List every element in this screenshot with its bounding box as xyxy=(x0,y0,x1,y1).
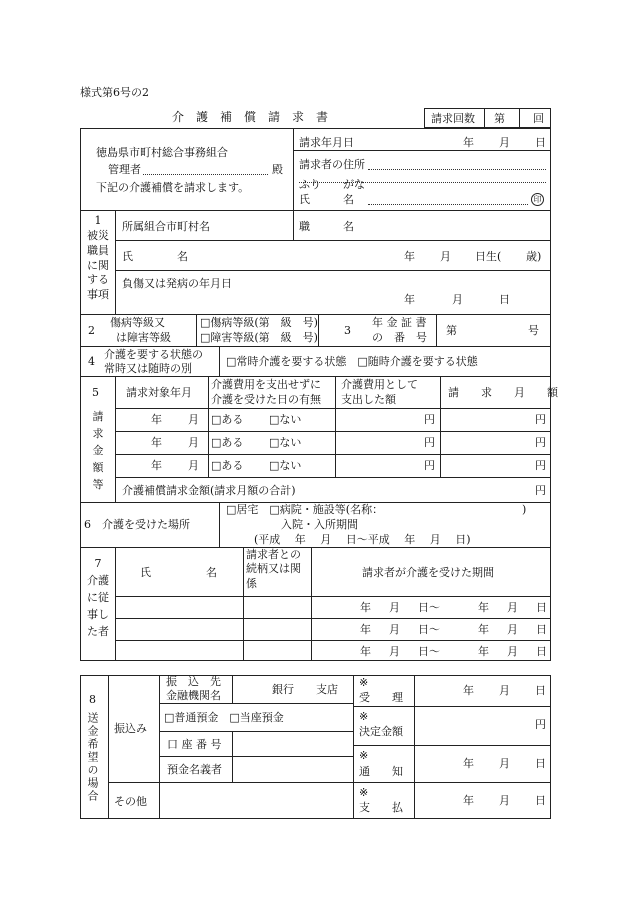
section1-label-5: 事項 xyxy=(87,288,109,302)
section5-label-1: 請 xyxy=(92,410,104,423)
row-year: 年 xyxy=(151,413,162,426)
section2-number: 2 xyxy=(88,324,95,337)
receipt-label: 受 理 xyxy=(359,691,403,704)
period-y2: 年 xyxy=(478,601,489,614)
period-d1: 日～ xyxy=(418,623,440,636)
header-expense-1: 介護費用として xyxy=(341,378,418,391)
bank-label-1: 振 込 先 xyxy=(166,675,221,688)
period-d2: 日 xyxy=(536,623,547,636)
section2-label-1: 傷病等級又 xyxy=(110,316,165,329)
period-m2: 月 xyxy=(507,645,518,658)
period-m1: 月 xyxy=(389,623,400,636)
total-label: 介護補償請求金額(請求月額の合計) xyxy=(122,484,296,497)
period-m2: 月 xyxy=(507,601,518,614)
org-field-label: 所属組合市町村名 xyxy=(122,220,210,233)
section5-label-5: 等 xyxy=(92,478,104,492)
birth-month: 月 xyxy=(440,250,451,263)
grade-option-disability[interactable]: □障害等級(第 級 号) xyxy=(200,331,318,344)
notice-year: 年 xyxy=(463,757,474,770)
request-text: 下記の介護補償を請求します。 xyxy=(96,181,250,194)
date-label: 請求年月日 xyxy=(299,136,354,149)
checkbox-yes[interactable]: □ある xyxy=(211,436,244,449)
section5-label-3: 金 xyxy=(92,444,104,458)
job-field-label: 職 名 xyxy=(299,220,354,233)
manager-label: 管理者 xyxy=(108,163,141,176)
decided-yen: 円 xyxy=(535,718,546,731)
name-label: 氏 名 xyxy=(299,193,354,206)
section7-label-2: に従 xyxy=(87,591,109,605)
care-period-header: 請求者が介護を受けた期間 xyxy=(362,566,494,579)
period-d1: 日～ xyxy=(418,601,440,614)
header-target-month: 請求対象年月 xyxy=(126,386,192,399)
place-line-2: 入院・入所期間 xyxy=(281,518,358,531)
remittance-form xyxy=(80,675,551,819)
section6-label: 6 介護を受けた場所 xyxy=(84,518,190,531)
row-month: 月 xyxy=(188,459,199,472)
checkbox-yes[interactable]: □ある xyxy=(211,413,244,426)
checkbox-yes[interactable]: □ある xyxy=(211,459,244,472)
section1-label-1: 被災 xyxy=(87,228,109,242)
section4-label-1: 介護を要する状態の xyxy=(104,348,203,361)
period-y1: 年 xyxy=(360,623,371,636)
receipt-year: 年 xyxy=(463,684,474,697)
period-d2: 日 xyxy=(536,645,547,658)
header-monthly-amount: 請 求 月 額 xyxy=(448,386,558,399)
relation-header-3: 係 xyxy=(246,576,257,590)
section7-number: 7 xyxy=(94,557,102,570)
section2-label-2: は障害等級 xyxy=(116,331,171,344)
total-yen: 円 xyxy=(535,484,546,497)
receipt-mark: ※ xyxy=(359,676,369,689)
header-no-expense-1: 介護費用を支出せずに xyxy=(211,378,321,391)
section5-number: 5 xyxy=(92,386,99,399)
section4-label-2: 常時又は随時の別 xyxy=(104,362,192,375)
payment-day: 日 xyxy=(535,794,546,807)
grade-option-injury[interactable]: □傷病等級(第 級 号) xyxy=(200,316,318,329)
period-m1: 月 xyxy=(389,645,400,658)
expense-yen: 円 xyxy=(424,436,435,449)
injury-day: 日 xyxy=(499,293,510,306)
monthly-yen: 円 xyxy=(535,413,546,426)
bank-branch: 銀行 支店 xyxy=(272,683,338,696)
relation-header-2: 続柄又は関 xyxy=(246,562,301,576)
period-y2: 年 xyxy=(478,645,489,658)
address-label: 請求者の住所 xyxy=(299,158,365,171)
period-m2: 月 xyxy=(507,623,518,636)
section8-number: 8 xyxy=(89,693,96,706)
place-line-1-close: ) xyxy=(522,503,527,516)
caregiver-name-header: 氏 名 xyxy=(140,566,217,579)
section3-number: 3 xyxy=(344,324,351,337)
birth-year: 年 xyxy=(404,250,415,263)
place-line-1[interactable]: □居宅 □病院・施設等(名称： xyxy=(226,503,384,516)
section1-number: 1 xyxy=(94,214,102,227)
furigana-label: ふり がな xyxy=(299,178,365,191)
relation-header-1: 請求者との xyxy=(246,548,301,561)
monthly-yen: 円 xyxy=(535,436,546,449)
decided-label: 決定金額 xyxy=(359,725,403,738)
org-name: 徳島県市町村総合事務組合 xyxy=(96,146,228,159)
section4-number: 4 xyxy=(88,355,95,368)
birth-day: 日生( xyxy=(475,250,502,263)
count-label: 請求回数 xyxy=(431,112,475,125)
row-year: 年 xyxy=(151,459,162,472)
account-holder-label: 預金名義者 xyxy=(167,763,222,776)
injury-label: 負傷又は発病の年月日 xyxy=(122,277,232,290)
pension-prefix: 第 xyxy=(446,324,457,337)
deposit-type-options[interactable]: □普通預金 □当座預金 xyxy=(164,711,284,724)
notice-month: 月 xyxy=(499,757,510,770)
expense-yen: 円 xyxy=(424,413,435,426)
count-suffix: 回 xyxy=(533,112,544,125)
pension-suffix: 号 xyxy=(528,324,539,337)
row-year: 年 xyxy=(151,436,162,449)
notice-mark: ※ xyxy=(359,749,369,762)
section1-label-2: 職員 xyxy=(87,243,109,257)
count-prefix: 第 xyxy=(494,112,505,125)
dono: 殿 xyxy=(272,163,283,176)
transfer-label: 振込み xyxy=(114,722,147,735)
victim-name-label: 氏 名 xyxy=(122,250,188,263)
section7-label-1: 介護 xyxy=(87,574,109,588)
period-m1: 月 xyxy=(389,601,400,614)
other-label: その他 xyxy=(114,795,147,808)
period-d1: 日～ xyxy=(418,645,440,658)
date-day: 日 xyxy=(535,136,546,149)
section1-label-4: する xyxy=(87,273,109,287)
date-month: 月 xyxy=(499,136,510,149)
bank-label-2: 金融機関名 xyxy=(166,689,221,702)
monthly-yen: 円 xyxy=(535,459,546,472)
header-expense-2: 支出した額 xyxy=(341,393,396,406)
injury-year: 年 xyxy=(404,293,415,306)
seal-mark: 印 xyxy=(531,193,544,206)
row-month: 月 xyxy=(188,413,199,426)
period-d2: 日 xyxy=(536,601,547,614)
section3-label-2: の 番 号 xyxy=(372,331,427,344)
date-year: 年 xyxy=(463,136,474,149)
checkbox-no[interactable]: □ない xyxy=(269,459,302,472)
form-title: 介 護 補 償 請 求 書 xyxy=(172,110,329,124)
period-y1: 年 xyxy=(360,645,371,658)
section7-label-3: 事し xyxy=(87,608,109,622)
receipt-day: 日 xyxy=(535,684,546,697)
care-state-options[interactable]: □常時介護を要する状態 □随時介護を要する状態 xyxy=(226,355,478,368)
decided-mark: ※ xyxy=(359,710,369,723)
section5-label-4: 額 xyxy=(92,461,104,475)
payment-month: 月 xyxy=(499,794,510,807)
receipt-month: 月 xyxy=(499,684,510,697)
section7-label-4: た者 xyxy=(87,625,109,639)
period-y2: 年 xyxy=(478,623,489,636)
payment-label: 支 払 xyxy=(359,801,403,814)
header-no-expense-2: 介護を受けた日の有無 xyxy=(211,393,321,406)
place-line-3: (平成 年 月 日～平成 年 月 日) xyxy=(254,533,471,546)
expense-yen: 円 xyxy=(424,459,435,472)
payment-mark: ※ xyxy=(359,786,369,799)
notice-label: 通 知 xyxy=(359,765,403,778)
row-month: 月 xyxy=(188,436,199,449)
payment-year: 年 xyxy=(463,794,474,807)
account-number-label: 口 座 番 号 xyxy=(167,738,222,751)
section1-label-3: に関 xyxy=(87,258,109,272)
form-number: 様式第6号の2 xyxy=(80,86,149,99)
birth-age: 歳) xyxy=(526,250,542,263)
section5-label-2: 求 xyxy=(92,427,104,441)
section8-label: 送金希望の場合 xyxy=(86,712,99,803)
checkbox-no[interactable]: □ない xyxy=(269,413,302,426)
checkbox-no[interactable]: □ない xyxy=(269,436,302,449)
injury-month: 月 xyxy=(452,293,463,306)
period-y1: 年 xyxy=(360,601,371,614)
notice-day: 日 xyxy=(535,757,546,770)
section3-label-1: 年 金 証 書 xyxy=(372,316,427,329)
